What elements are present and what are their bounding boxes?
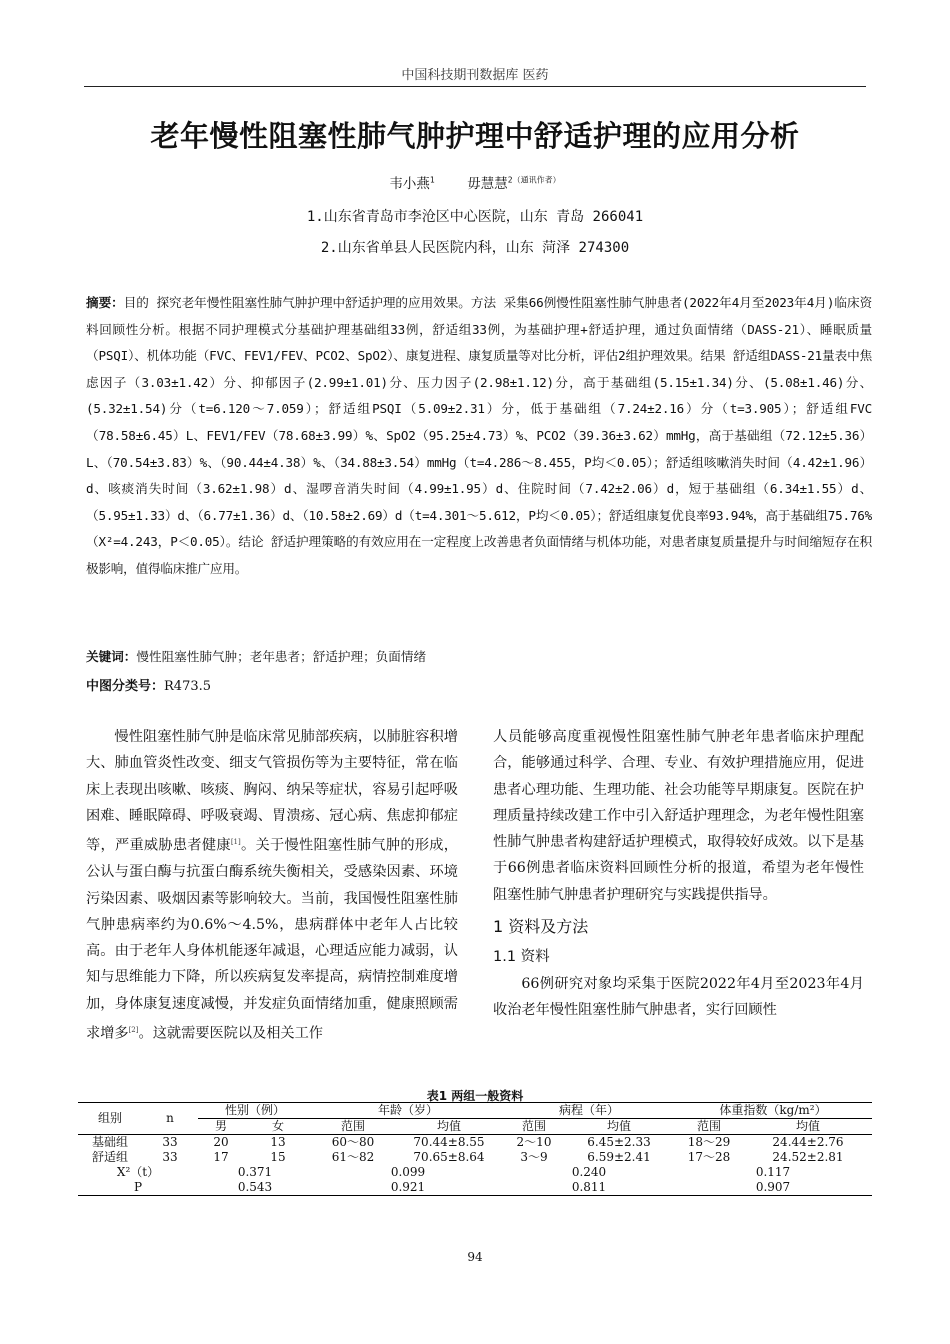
body-paragraph: 人员能够高度重视慢性阻塞性肺气肿老年患者临床护理配合，能够通过科学、合理、专业、有效护理措施应用，促进患者心理功能、生理功能、社会功能等早期康复。医院在护理质量持续改建工作中引入舒适护理理念，为老年慢性阻塞性肺气肿患者构建舒适护理模式，取得较好成效。以下是基于66例患者临床资料回顾性分析的报道，希望为老年慢性阻塞性肺气肿患者护理研究与实践提供指导。 <box>493 729 864 903</box>
table-cell: 0.543 <box>198 1180 312 1196</box>
table-row <box>78 1135 872 1151</box>
header-cell: 均值 <box>744 1119 872 1135</box>
body-paragraph: 66例研究对象均采集于医院2022年4月至2023年4月收治老年慢性阻塞性肺气肿患者，实行回顾性 <box>493 975 864 1018</box>
table-cell: 24.44±2.76 <box>772 1135 844 1149</box>
table-cell: 61～82 <box>331 1150 375 1164</box>
keywords <box>86 646 872 665</box>
header-cell: 范围 <box>504 1119 564 1135</box>
table-cell: 33 <box>162 1150 178 1164</box>
affiliation-2: 2.山东省单县人民医院内科，山东 菏泽 274300 <box>320 240 630 256</box>
table-cell: 24.52±2.81 <box>772 1150 844 1164</box>
classification-code: R473.5 <box>164 679 212 694</box>
table-cell: 6.59±2.41 <box>587 1150 651 1164</box>
table-cell: 13 <box>270 1135 286 1149</box>
table-cell: X²（t） <box>116 1165 160 1179</box>
author-name: 韦小燕 <box>389 176 430 192</box>
citation-ref: [1] <box>230 838 241 847</box>
table-cell: 0.921 <box>312 1180 504 1196</box>
subsection-heading: 1.1 资料 <box>493 949 550 966</box>
header-cell: 年龄（岁） <box>312 1103 504 1119</box>
header-cell: 病程（年） <box>504 1103 674 1119</box>
table-row <box>78 1180 872 1196</box>
table-cell: 基础组 <box>91 1135 128 1149</box>
journal-header: 中国科技期刊数据库 医药 <box>401 68 549 83</box>
body-left-column <box>86 724 458 1047</box>
citation-ref: [2] <box>128 1026 139 1034</box>
paragraph-text: 慢性阻塞性肺气肿是临床常见肺部疾病，以肺脏容积增大、肺血管炎性改变、细支气管损伤等为主要特征，常在临床上表现出咳嗽、咳痰、胸闷、纳呆等症状，容易引起呼吸困难、睡眠障碍、呼吸衰竭、胃溃疡、冠心病、焦虑抑郁症等，严重威胁患者健康 <box>86 729 458 854</box>
table-cell: 17 <box>213 1150 229 1164</box>
abstract-label: 摘要： <box>86 295 124 310</box>
header-cell: 性别（例） <box>198 1103 312 1119</box>
table-cell: 0.371 <box>237 1165 273 1179</box>
affiliation-1: 1.山东省青岛市李沧区中心医院，山东 青岛 266041 <box>306 209 644 225</box>
table-cell: 2～10 <box>516 1135 552 1149</box>
table-cell: 70.44±8.55 <box>413 1135 485 1149</box>
table-cell: 0.811 <box>504 1180 674 1196</box>
paragraph-text: 。关于慢性阻塞性肺气肿的形成，公认与蛋白酶与抗蛋白酶系统失衡相关，受感染因素、环境污染因素、吸烟因素等影响较大。当前，我国慢性阻塞性肺气肿患病率约为0.6%～4.5%，患病群体中老年人占比较高。由于老年人身体机能逐年减退，心理适应能力减弱，认知与思维能力下降，所以疾病复发率提高，病情控制难度增加，身体康复速度减慢，并发症负面情绪加重，健康照顾需求增多 <box>86 837 458 1042</box>
table-cell: 15 <box>270 1150 286 1164</box>
table-cell: 60～80 <box>331 1135 375 1149</box>
header-cell: n <box>142 1103 198 1135</box>
general-data-table <box>78 1102 872 1196</box>
section-heading: 1 资料及方法 <box>493 917 589 937</box>
author-name: 毋慧慧 <box>467 176 508 192</box>
header-cell: 均值 <box>394 1119 504 1135</box>
header-cell: 范围 <box>674 1119 744 1135</box>
header-cell: 均值 <box>564 1119 674 1135</box>
authors <box>0 172 950 192</box>
article-title: 老年慢性阻塞性肺气肿护理中舒适护理的应用分析 <box>150 119 800 153</box>
header-cell: 男 <box>198 1119 244 1135</box>
table-cell: P <box>78 1180 198 1196</box>
author-sup: 2（通讯作者） <box>507 175 561 185</box>
abstract-text: 目的 探究老年慢性阻塞性肺气肿护理中舒适护理的应用效果。方法 采集66例慢性阻塞性肺气肿患者(2022年4月至2023年4月)临床资料回顾性分析。根据不同护理模式分基础护理基础组33例，舒适组33例，为基础护理+舒适护理，通过负面情绪（DASS-21）、睡眠质量（PSQI）、机体功能（FVC、FEV1/FEV、PCO2、SpO2）、康复进程、康复质量等对比分析，评估2组护理效果。结果 舒适组DASS-21量表中焦虑因子（3.03±1.42）分、抑郁因子(2.99±1.01)分、压力因子(2.98±1.12)分，高于基础组(5.15±1.34)分、(5.08±1.46)分、(5.32±1.54)分（t=6.120～7.059）；舒适组PSQI（5.09±2.31）分，低于基础组（7.24±2.16）分（t=3.905）；舒适组FVC（78.58±6.45）L、FEV1/FEV（78.68±3.99）%、SpO2（95.25±4.73）%、PCO2（39.36±3.62）mmHg，高于基础组（72.12±5.36）L、（70.54±3.83）%、（90.44±4.38）%、（34.88±3.54）mmHg（t=4.286～8.455，P均＜0.05）；舒适组咳嗽消失时间（4.42±1.96）d、咳痰消失时间（3.62±1.98）d、湿啰音消失时间（4.99±1.95）d、住院时间（7.42±2.06）d，短于基础组（6.34±1.55）d、（5.95±1.33）d、（6.77±1.36）d、（10.58±2.69）d（t=4.301～5.612，P均＜0.05）；舒适组康复优良率93.94%，高于基础组75.76%（X²=4.243，P＜0.05）。结论 舒适护理策略的有效应用在一定程度上改善患者负面情绪与机体功能，对患者康复质量提升与时间缩短存在积极影响，值得临床推广应用。 <box>86 295 872 576</box>
table-cell: 6.45±2.33 <box>587 1135 651 1149</box>
header-rule <box>84 86 866 87</box>
header-cell: 范围 <box>312 1119 394 1135</box>
classification <box>86 675 872 694</box>
table-cell: 33 <box>162 1135 178 1149</box>
table-cell: 0.240 <box>571 1165 607 1179</box>
table-caption: 表1 两组一般资料 <box>426 1089 524 1103</box>
keywords-text: 慢性阻塞性肺气肿；老年患者；舒适护理；负面情绪 <box>136 649 427 664</box>
table-cell: 17～28 <box>687 1150 731 1164</box>
table-cell: 20 <box>213 1135 229 1149</box>
table-row <box>78 1150 872 1165</box>
abstract <box>86 290 872 583</box>
table-cell: 舒适组 <box>91 1150 128 1164</box>
body-right-column <box>493 724 864 1023</box>
page-number: 94 <box>467 1250 483 1264</box>
table-cell: 0.117 <box>755 1165 791 1179</box>
keywords-label: 关键词： <box>86 649 137 664</box>
author-sup: 1 <box>429 175 435 185</box>
table-cell: 3～9 <box>520 1150 548 1164</box>
body-paragraph <box>86 724 458 1047</box>
paragraph-text: 。这就需要医院以及相关工作 <box>138 1025 323 1042</box>
table-row <box>78 1165 872 1180</box>
classification-label: 中图分类号： <box>86 679 165 694</box>
table-cell: 0.907 <box>674 1180 872 1196</box>
table-cell: 0.099 <box>390 1165 426 1179</box>
header-cell: 组别 <box>78 1103 142 1135</box>
header-cell: 女 <box>244 1119 312 1135</box>
header-cell: 体重指数（kg/m²） <box>674 1103 872 1119</box>
table-cell: 18～29 <box>687 1135 731 1149</box>
table-cell: 70.65±8.64 <box>413 1150 485 1164</box>
